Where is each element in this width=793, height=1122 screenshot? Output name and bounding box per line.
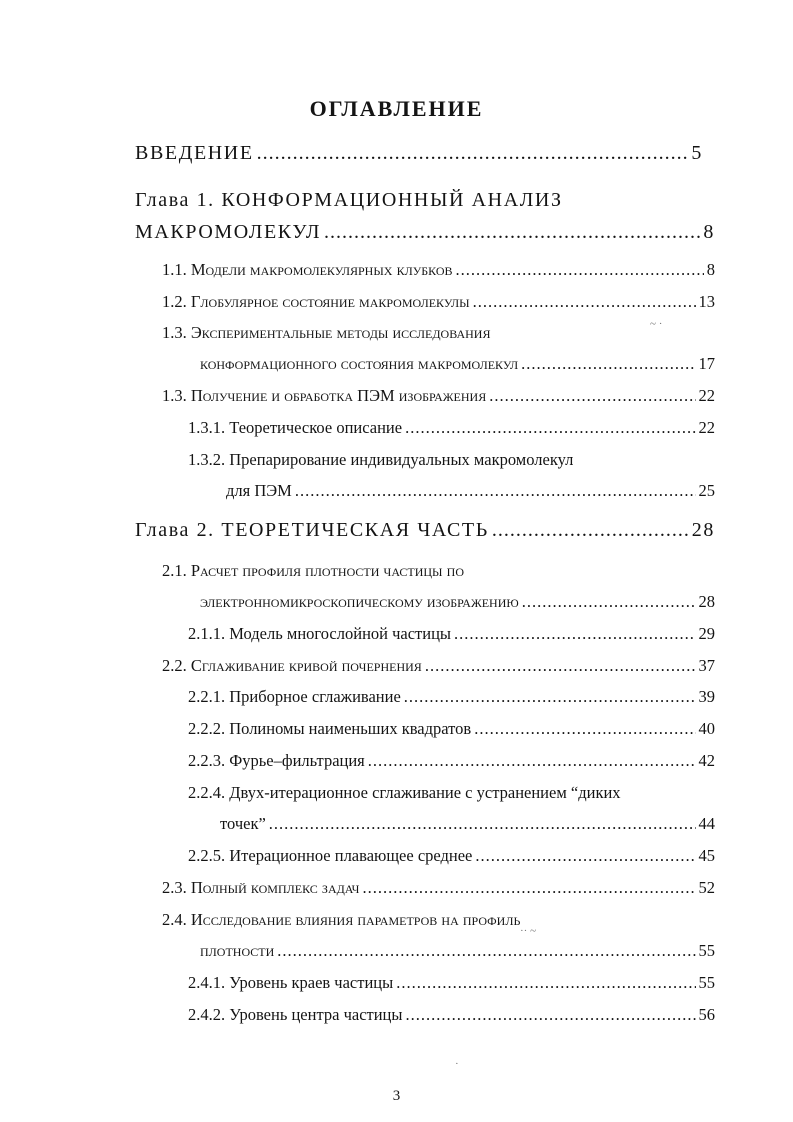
toc-entry-2-1-1 — [188, 624, 715, 644]
toc-entry-page: 56 — [698, 1005, 715, 1024]
toc-entry-page: 39 — [698, 687, 715, 706]
toc-entry-label: 2.2.3. Фурье–фильтрация — [188, 751, 365, 770]
toc-entry-2-2 — [162, 656, 715, 676]
scan-speck: ·· ~ — [520, 925, 537, 937]
toc-entry-label: Глава 2. ТЕОРЕТИЧЕСКАЯ ЧАСТЬ — [135, 519, 489, 541]
toc-entry-page: 13 — [698, 292, 715, 311]
scan-speck: · — [455, 1058, 459, 1070]
toc-entry-2-4-2 — [188, 1005, 715, 1025]
toc-entry-label: 2.4.1. Уровень краев частицы — [188, 973, 394, 992]
toc-entry-page: 37 — [698, 656, 715, 675]
toc-entry-1-3-1 — [188, 418, 715, 438]
dot-leader — [473, 292, 696, 312]
toc-entry-page: 52 — [698, 878, 715, 897]
dot-leader — [489, 386, 695, 406]
toc-entry-2-3 — [162, 878, 715, 898]
toc-entry-1-3 — [200, 354, 715, 374]
toc-entry-label: 2.2.1. Приборное сглаживание — [188, 687, 401, 706]
toc-entry-1-3b — [162, 386, 715, 406]
dot-leader — [404, 687, 696, 707]
dot-leader — [269, 814, 696, 834]
toc-entry-1-3-2-heading: 1.3.2. Препарирование индивидуальных макромолекул — [188, 450, 574, 469]
dot-leader — [454, 624, 695, 644]
toc-entry-2-2-1 — [188, 687, 715, 707]
dot-leader — [492, 519, 689, 542]
toc-entry-2-4 — [200, 941, 715, 961]
toc-entry-page: 42 — [698, 751, 715, 770]
toc-entry-label: 2.4.2. Уровень центра частицы — [188, 1005, 403, 1024]
toc-entry-page: 55 — [698, 973, 715, 992]
toc-entry-1-3-2 — [226, 481, 715, 501]
toc-entry-label: для ПЭМ — [226, 481, 292, 500]
toc-entry-2-4-1 — [188, 973, 715, 993]
dot-leader — [522, 592, 696, 612]
toc-entry-page: 45 — [698, 846, 715, 865]
toc-entry-label: 2.1.1. Модель многослойной частицы — [188, 624, 452, 643]
dot-leader — [324, 221, 700, 244]
toc-entry-2-2-2 — [188, 719, 715, 739]
toc-entry-label: 1.1. Модели макромолекулярных клубков — [162, 260, 453, 279]
toc-entry-page: 44 — [698, 814, 715, 833]
dot-leader — [521, 354, 695, 374]
dot-leader — [368, 751, 696, 771]
toc-entry-2-2-3 — [188, 751, 715, 771]
toc-entry-page: 40 — [698, 719, 715, 738]
toc-entry-2-2-5 — [188, 846, 715, 866]
dot-leader — [425, 656, 696, 676]
dot-leader — [474, 719, 695, 739]
toc-entry-label: 1.2. Глобулярное состояние макромолекулы — [162, 292, 470, 311]
toc-entry-page: 28 — [698, 592, 715, 611]
toc-entry-2-1 — [200, 592, 715, 612]
toc-entry-page: 5 — [691, 142, 703, 164]
toc-entry-label: 2.2.2. Полиномы наименьших квадратов — [188, 719, 472, 738]
toc-entry-2-4-heading: 2.4. Исследование влияния параметров на профиль — [162, 910, 521, 929]
dot-leader — [396, 973, 695, 993]
toc-entry-page: 8 — [703, 221, 715, 243]
toc-entry-2-1-heading: 2.1. Расчет профиля плотности частицы по — [162, 561, 464, 580]
toc-entry-page: 8 — [706, 260, 715, 279]
toc-entry-1-2 — [162, 292, 715, 312]
toc-entry-label: плотности — [200, 941, 275, 960]
toc-entry-page: 25 — [698, 481, 715, 500]
toc-entry-chapter-2 — [135, 519, 715, 542]
toc-entry-page: 22 — [698, 418, 715, 437]
toc-entry-page: 55 — [698, 941, 715, 960]
toc-entry-label: 2.2. Сглаживание кривой почернения — [162, 656, 422, 675]
toc-entry-intro — [135, 142, 703, 165]
toc-entry-2-2-4-heading: 2.2.4. Двух-итерационное сглаживание с устранением “диких — [188, 783, 621, 802]
toc-entry-2-2-4 — [220, 814, 715, 834]
dot-leader — [277, 941, 695, 961]
toc-entry-label: 1.3.1. Теоретическое описание — [188, 418, 403, 437]
toc-entry-label: ВВЕДЕНИЕ — [135, 142, 254, 164]
toc-entry-label: 2.2.5. Итерационное плавающее среднее — [188, 846, 473, 865]
toc-entry-1-3-heading: 1.3. Экспериментальные методы исследования — [162, 323, 491, 342]
page-number: 3 — [392, 1088, 401, 1104]
dot-leader — [295, 481, 696, 501]
toc-entry-page: 17 — [698, 354, 715, 373]
toc-entry-1-1 — [162, 260, 715, 280]
toc-entry-page: 28 — [691, 519, 715, 541]
toc-entry-label: точек” — [220, 814, 266, 833]
toc-entry-label: 1.3. Получение и обработка ПЭМ изображения — [162, 386, 487, 405]
scan-speck: ~ · — [650, 318, 663, 330]
dot-leader — [455, 260, 703, 280]
toc-entry-label: 2.3. Полный комплекс задач — [162, 878, 360, 897]
toc-entry-chapter-1 — [135, 221, 715, 244]
toc-entry-label: электронномикроскопическому изображению — [200, 592, 519, 611]
toc-chapter-1-heading: Глава 1. КОНФОРМАЦИОННЫЙ АНАЛИЗ — [135, 189, 563, 211]
dot-leader — [362, 878, 695, 898]
toc-entry-page: 29 — [698, 624, 715, 643]
toc-entry-page: 22 — [698, 386, 715, 405]
toc-title: ОГЛАВЛЕНИЕ — [309, 96, 484, 121]
toc-entry-label: конформационного состояния макромолекул — [200, 354, 519, 373]
dot-leader — [405, 1005, 695, 1025]
dot-leader — [257, 142, 689, 165]
dot-leader — [475, 846, 695, 866]
toc-entry-label: МАКРОМОЛЕКУЛ — [135, 221, 321, 243]
dot-leader — [405, 418, 695, 438]
